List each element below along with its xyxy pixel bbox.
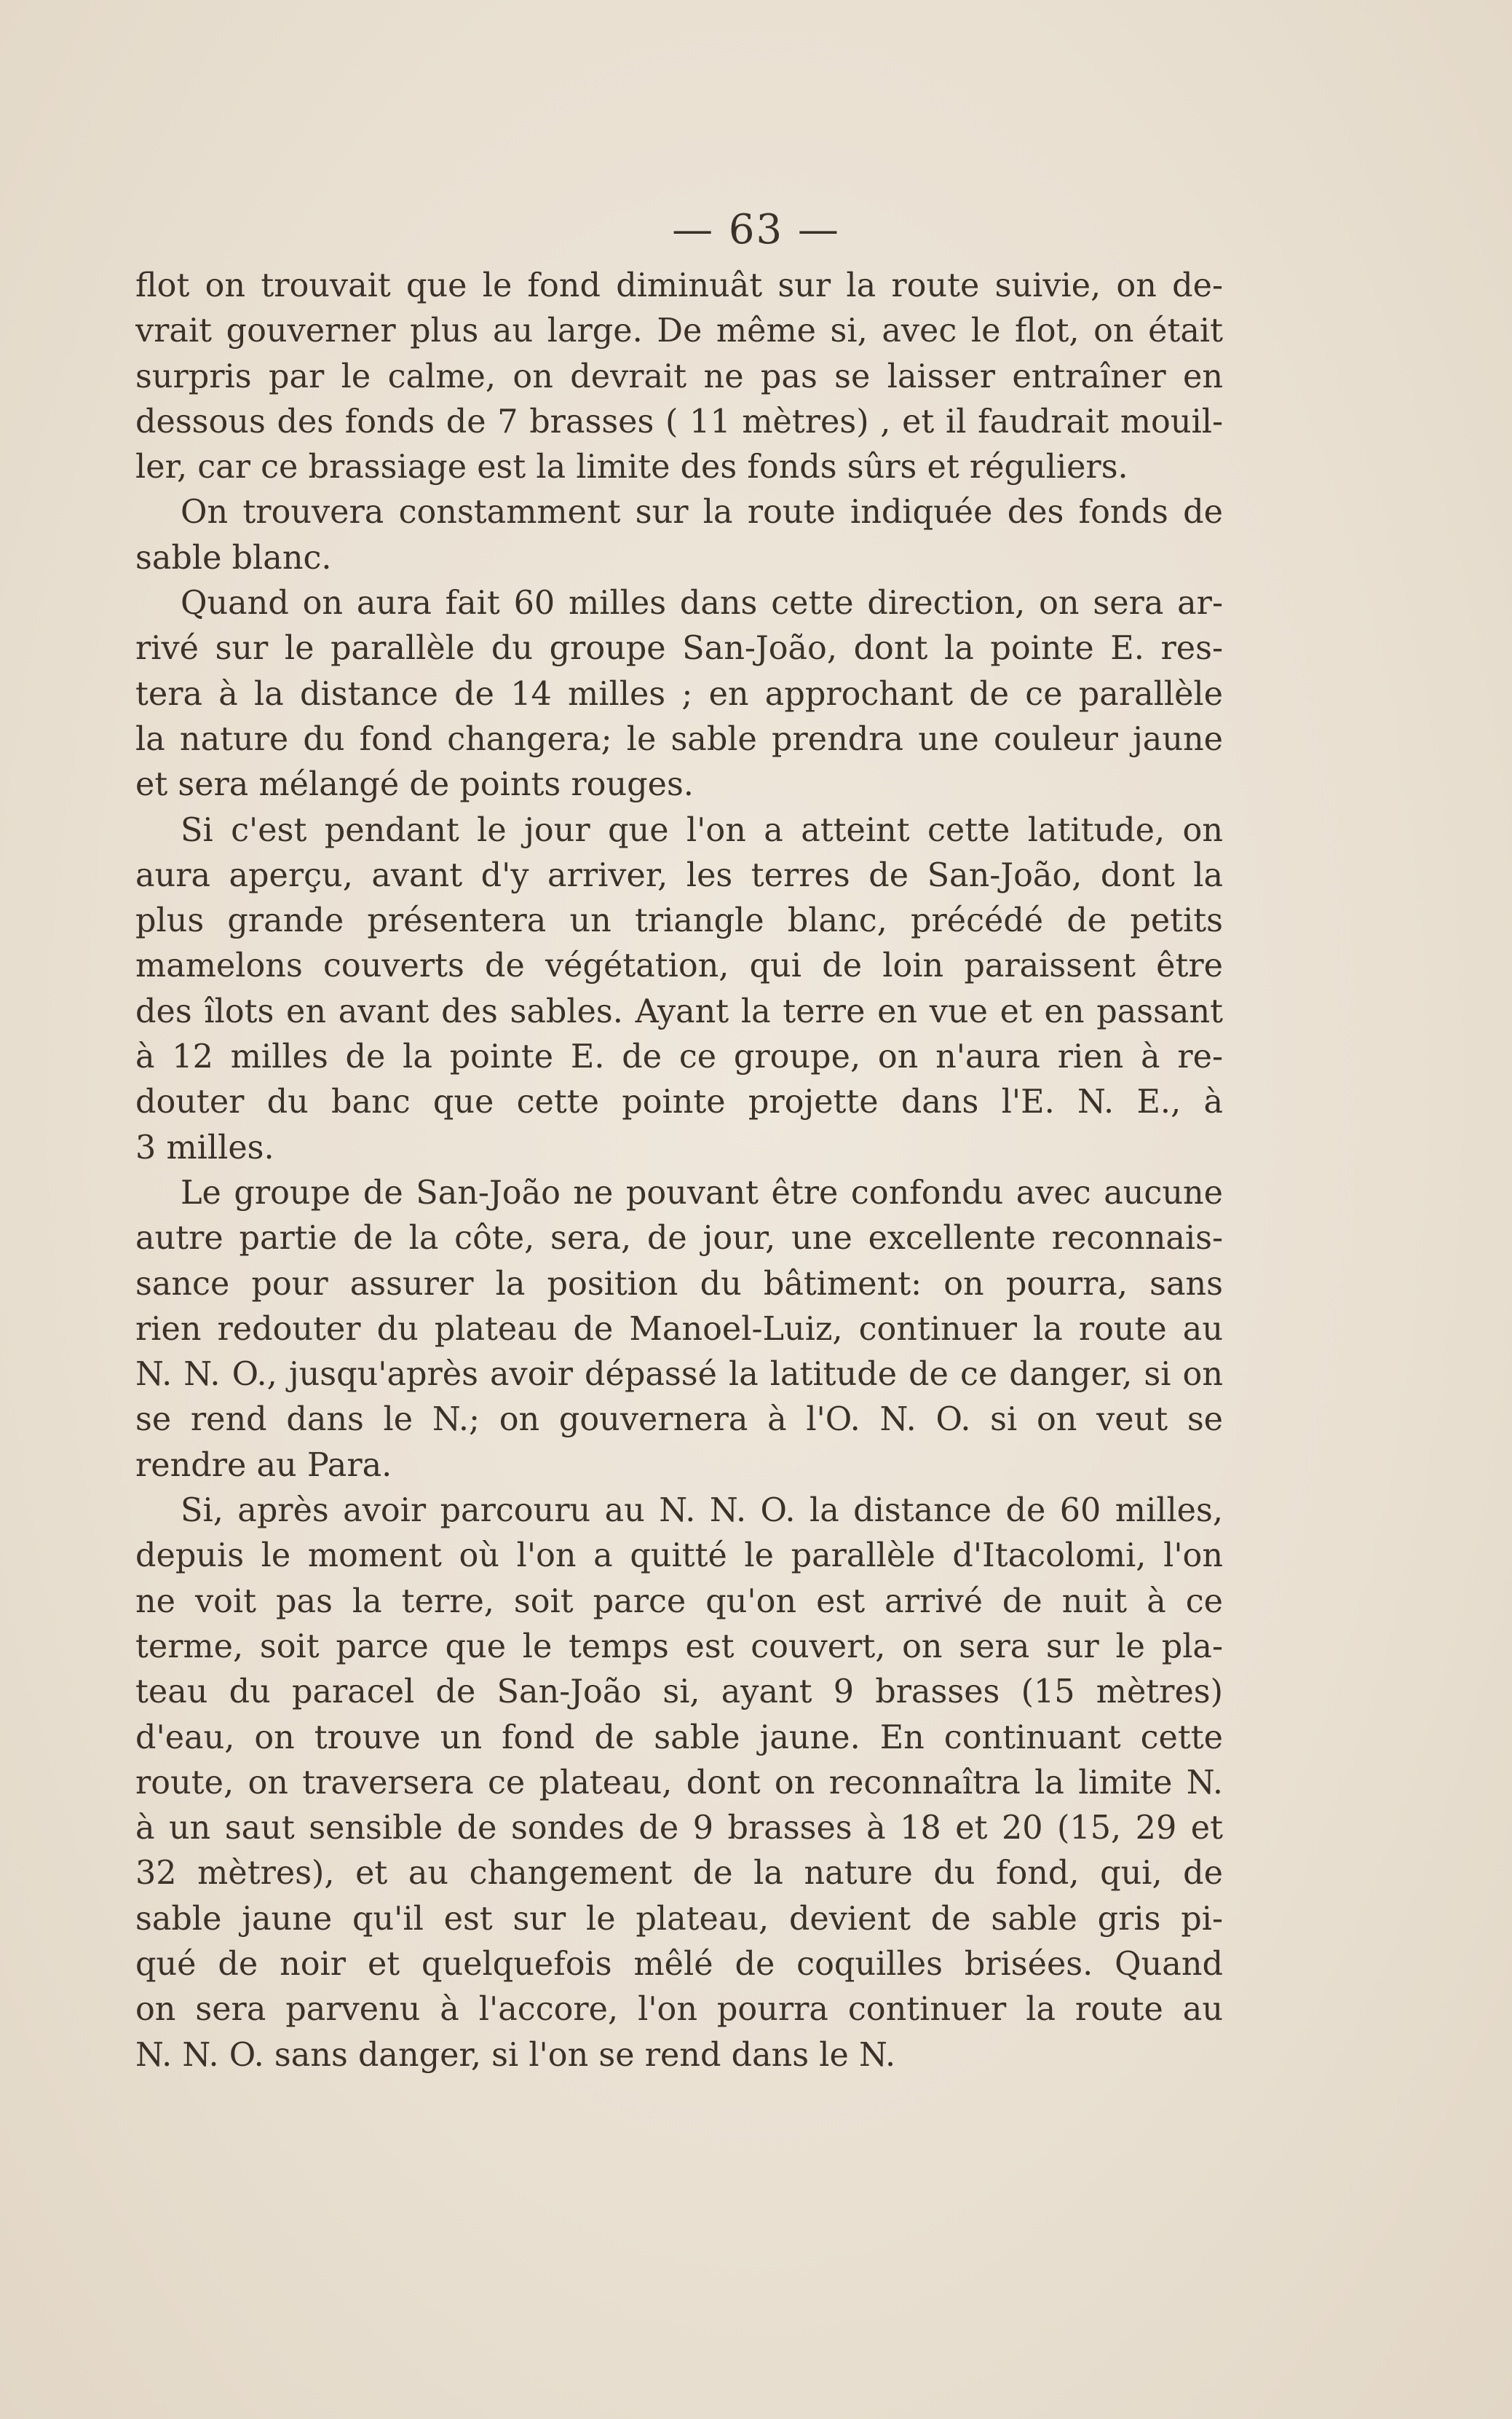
text-line: flot on trouvait que le fond diminuât sur la route suivie, on de-: [135, 267, 1223, 304]
text-line: plus grande présentera un triangle blanc, précédé de petits: [135, 902, 1223, 940]
text-line: mamelons couverts de végétation, qui de loin paraissent être: [135, 947, 1223, 985]
text-line: surpris par le calme, on devrait ne pas se laisser entraîner en: [135, 358, 1223, 395]
text-line: autre partie de la côte, sera, de jour, une excellente reconnais-: [135, 1220, 1223, 1258]
text-line: à 12 milles de la pointe E. de ce groupe, on n'aura rien à re-: [135, 1038, 1223, 1076]
text-line: douter du banc que cette pointe projette dans l'E. N. E., à: [135, 1084, 1223, 1121]
text-line: Si c'est pendant le jour que l'on a atteint cette latitude, on: [181, 811, 1223, 849]
text-line: N. N. O., jusqu'après avoir dépassé la latitude de ce danger, si on: [135, 1356, 1223, 1394]
text-line: Si, après avoir parcouru au N. N. O. la distance de 60 milles,: [181, 1492, 1223, 1530]
text-line: dessous des fonds de 7 brasses ( 11 mètres) , et il faudrait mouil-: [135, 403, 1223, 441]
text-line: qué de noir et quelquefois mêlé de coquilles brisées. Quand: [135, 1945, 1223, 1983]
text-line: sance pour assurer la position du bâtiment: on pourra, sans: [135, 1265, 1223, 1303]
text-line: des îlots en avant des sables. Ayant la terre en vue et en passant: [135, 993, 1223, 1030]
text-line: sable blanc.: [135, 539, 332, 577]
text-line: teau du paracel de San-João si, ayant 9 brasses (15 mètres): [135, 1673, 1223, 1711]
text-line: 3 milles.: [135, 1129, 274, 1167]
text-line: sable jaune qu'il est sur le plateau, devient de sable gris pi-: [135, 1900, 1223, 1938]
text-line: vrait gouverner plus au large. De même si, avec le flot, on était: [135, 312, 1223, 350]
text-line: ler, car ce brassiage est la limite des fonds sûrs et réguliers.: [135, 449, 1128, 486]
text-line: rien redouter du plateau de Manoel-Luiz, continuer la route au: [135, 1310, 1223, 1348]
text-line: aura aperçu, avant d'y arriver, les terres de San-João, dont la: [135, 856, 1223, 894]
text-line: d'eau, on trouve un fond de sable jaune. En continuant cette: [135, 1718, 1223, 1756]
text-line: Le groupe de San-João ne pouvant être confondu avec aucune: [181, 1174, 1223, 1212]
text-line: on sera parvenu à l'accore, l'on pourra continuer la route au: [135, 1991, 1223, 2029]
text-line: rivé sur le parallèle du groupe San-João, dont la pointe E. res-: [135, 630, 1223, 668]
text-line: la nature du fond changera; le sable prendra une couleur jaune: [135, 720, 1223, 758]
text-line: à un saut sensible de sondes de 9 brasses à 18 et 20 (15, 29 et: [135, 1810, 1223, 1847]
text-line: rendre au Para.: [135, 1446, 392, 1484]
text-line: tera à la distance de 14 milles ; en approchant de ce parallèle: [135, 675, 1223, 713]
body-text: [135, 264, 1223, 2078]
text-line: N. N. O. sans danger, si l'on se rend dans le N.: [135, 2036, 896, 2074]
page-number: — 63 —: [672, 206, 840, 253]
text-line: On trouvera constamment sur la route indiquée des fonds de: [181, 494, 1223, 532]
text-line: ne voit pas la terre, soit parce qu'on est arrivé de nuit à ce: [135, 1582, 1223, 1620]
text-line: 32 mètres), et au changement de la nature du fond, qui, de: [135, 1855, 1223, 1893]
text-line: se rend dans le N.; on gouvernera à l'O. N. O. si on veut se: [135, 1401, 1223, 1439]
text-line: terme, soit parce que le temps est couvert, on sera sur le pla-: [135, 1627, 1223, 1665]
text-line: et sera mélangé de points rouges.: [135, 766, 694, 804]
text-line: Quand on aura fait 60 milles dans cette direction, on sera ar-: [181, 585, 1223, 623]
text-line: depuis le moment où l'on a quitté le parallèle d'Itacolomi, l'on: [135, 1537, 1223, 1575]
text-line: route, on traversera ce plateau, dont on reconnaîtra la limite N.: [135, 1764, 1223, 1802]
